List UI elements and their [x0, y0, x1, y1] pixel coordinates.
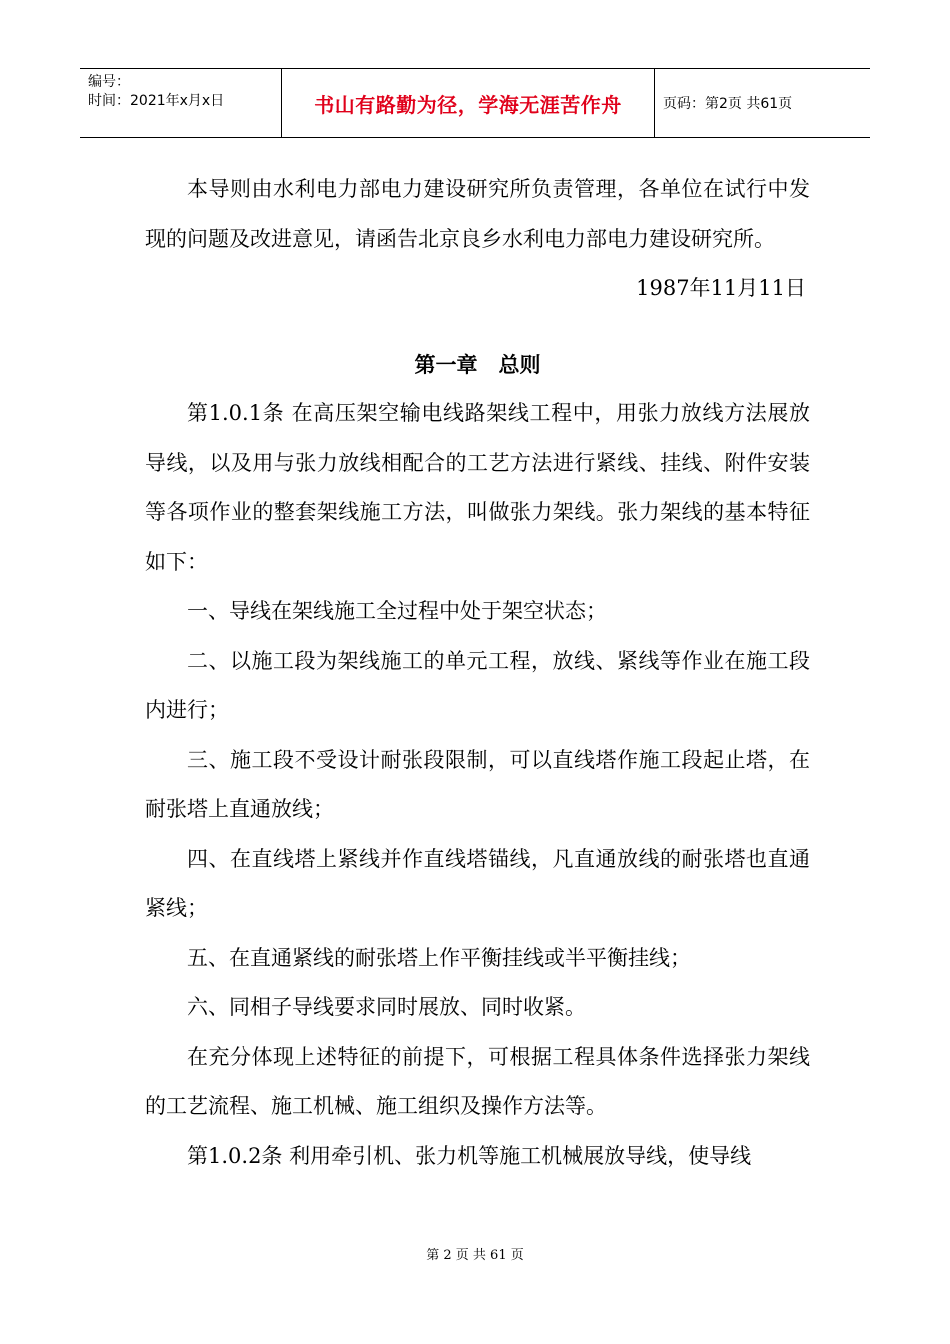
header-motto: 书山有路勤为径，学海无涯苦作舟: [282, 69, 655, 137]
document-date: 1987年11月11日: [636, 276, 806, 300]
page-footer: 第 2 页 共 61 页: [426, 1248, 524, 1263]
header-time-label: 时间：2021年x月x日: [88, 93, 225, 109]
document-body: [145, 165, 810, 1181]
header-number-label: 编号：: [88, 74, 130, 90]
feature-item-5: 五、在直通紧线的耐张塔上作平衡挂线或半平衡挂线；: [187, 945, 691, 970]
chapter-title: 第一章 总则: [414, 351, 541, 377]
feature-item-1: 一、导线在架线施工全过程中处于架空状态；: [187, 599, 607, 623]
article-1-0-1: 第1.0.1条 在高压架空输电线路架线工程中，用张力放线方法展放导线，以及用与张力放线相配合的工艺方法进行紧线、挂线、附件安装等各项作业的整套架线施工方法，叫做张力架线。张力架线的基本特征如下：: [145, 401, 810, 574]
header-meta: [80, 69, 282, 137]
page-header: [80, 68, 870, 138]
summary-paragraph: 在充分体现上述特征的前提下，可根据工程具体条件选择张力架线的工艺流程、施工机械、施工组织及操作方法等。: [145, 1044, 810, 1118]
feature-item-6: 六、同相子导线要求同时展放、同时收紧。: [187, 995, 586, 1019]
feature-item-2: 二、以施工段为架线施工的单元工程，放线、紧线等作业在施工段内进行；: [145, 648, 810, 722]
intro-paragraph: 本导则由水利电力部电力建设研究所负责管理，各单位在试行中发现的问题及改进意见，请函告北京良乡水利电力部电力建设研究所。: [145, 177, 810, 251]
feature-item-4: 四、在直线塔上紧线并作直线塔锚线，凡直通放线的耐张塔也直通紧线；: [145, 846, 810, 920]
article-1-0-2: 第1.0.2条 利用牵引机、张力机等施工机械展放导线，使导线: [187, 1143, 752, 1168]
feature-item-3: 三、施工段不受设计耐张段限制，可以直线塔作施工段起止塔，在耐张塔上直通放线；: [145, 747, 810, 821]
header-page-info: 页码：第2页 共61页: [663, 96, 793, 112]
